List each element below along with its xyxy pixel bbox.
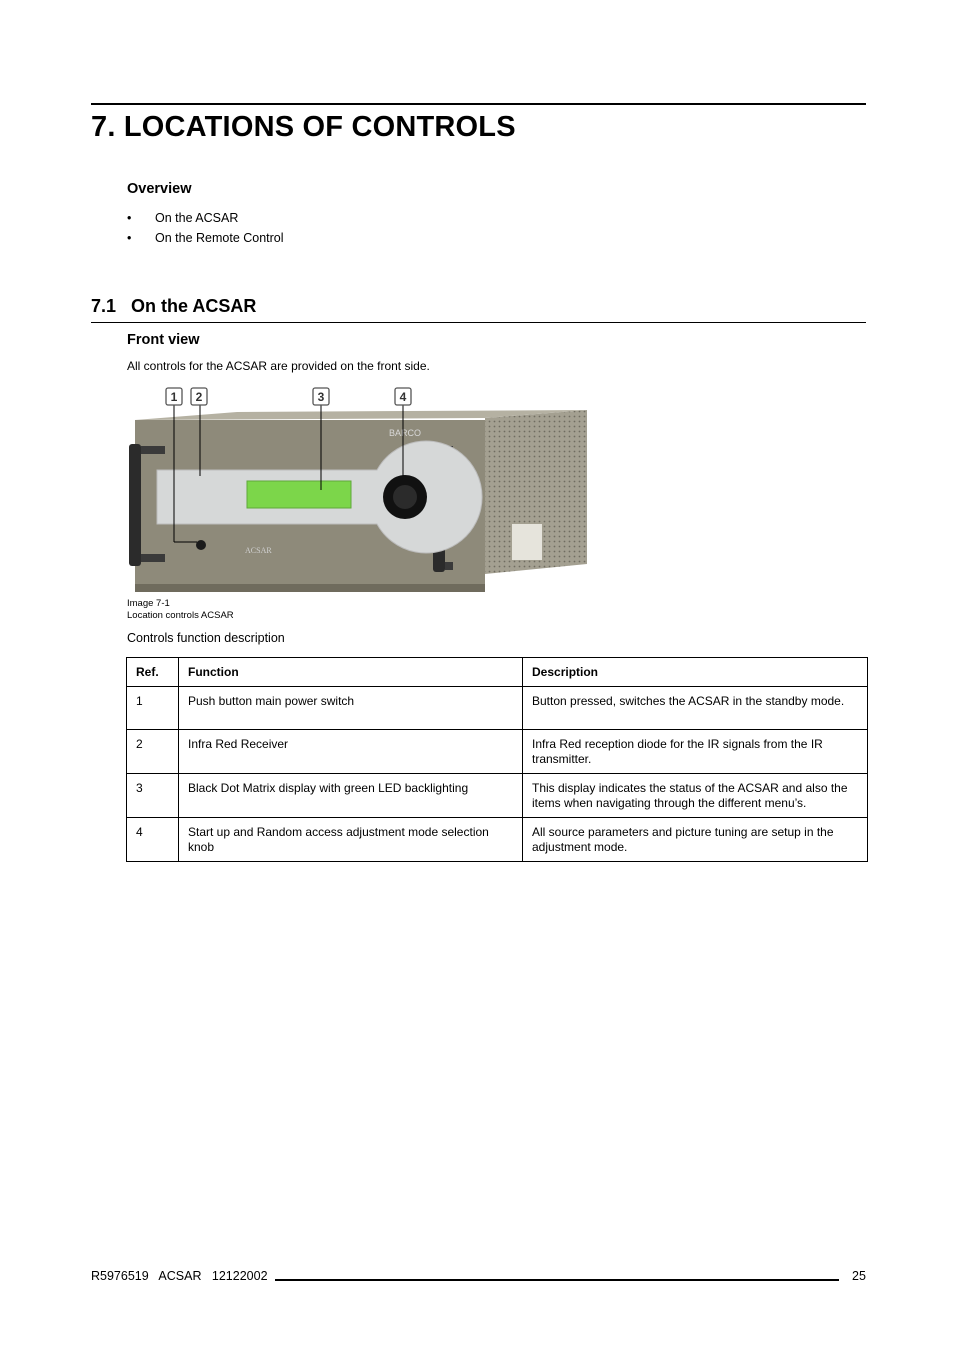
- list-item: [127, 210, 284, 230]
- table-row: [127, 818, 868, 862]
- svg-text:4: 4: [399, 390, 407, 404]
- left-handle: [129, 444, 141, 566]
- list-item-label: On the Remote Control: [155, 231, 284, 245]
- device-illustration: [127, 384, 597, 596]
- table-row: [127, 774, 868, 818]
- callout-3: [313, 388, 329, 405]
- bullet-icon: •: [127, 231, 132, 245]
- cell-ref: 1: [127, 687, 179, 730]
- bullet-icon: •: [127, 211, 132, 225]
- table-row: [127, 687, 868, 730]
- acsar-front-photo: [127, 384, 597, 596]
- overview-heading: Overview: [127, 181, 192, 197]
- cell-function: Start up and Random access adjustment mode selection knob: [179, 818, 523, 862]
- cell-function: Infra Red Receiver: [179, 730, 523, 774]
- cell-ref: 2: [127, 730, 179, 774]
- brand-label: BARCO: [389, 428, 422, 438]
- overview-list: [127, 210, 284, 250]
- power-button: [196, 540, 206, 550]
- callout-4: [395, 388, 411, 405]
- header-description: Description: [523, 658, 868, 687]
- front-view-heading: Front view: [127, 332, 200, 348]
- lcd-display: [247, 481, 351, 508]
- svg-text:3: 3: [317, 390, 325, 404]
- svg-text:1: 1: [170, 390, 178, 404]
- page-number: 25: [852, 1269, 866, 1283]
- chapter-title: 7. LOCATIONS OF CONTROLS: [91, 111, 516, 143]
- model-label: ACSAR: [245, 546, 272, 555]
- footer-doc-id: R5976519 ACSAR 12122002: [91, 1269, 268, 1283]
- cell-function: Push button main power switch: [179, 687, 523, 730]
- callout-1: [166, 388, 182, 405]
- section-title: 7.1 On the ACSAR: [91, 296, 257, 316]
- cell-description: Button pressed, switches the ACSAR in the standby mode.: [523, 687, 868, 730]
- cell-description: This display indicates the status of the ACSAR and also the items when navigating through the different menu’s.: [523, 774, 868, 818]
- list-item-label: On the ACSAR: [155, 211, 239, 225]
- cell-ref: 3: [127, 774, 179, 818]
- cell-description: All source parameters and picture tuning are setup in the adjustment mode.: [523, 818, 868, 862]
- top-rule: [91, 103, 866, 105]
- header-ref: Ref.: [127, 658, 179, 687]
- header-function: Function: [179, 658, 523, 687]
- figure-caption-number: Image 7-1: [127, 598, 170, 609]
- cell-description: Infra Red reception diode for the IR signals from the IR transmitter.: [523, 730, 868, 774]
- svg-text:2: 2: [195, 390, 203, 404]
- table-header-row: [127, 658, 868, 687]
- controls-table: [126, 657, 868, 862]
- cell-ref: 4: [127, 818, 179, 862]
- footer-rule: [275, 1279, 839, 1281]
- list-item: [127, 230, 284, 250]
- section-rule: [91, 322, 866, 323]
- callout-2: [191, 388, 207, 405]
- table-row: [127, 730, 868, 774]
- cell-function: Black Dot Matrix display with green LED backlighting: [179, 774, 523, 818]
- table-caption: Controls function description: [127, 631, 285, 645]
- intro-text: All controls for the ACSAR are provided on the front side.: [127, 359, 430, 373]
- figure-caption-text: Location controls ACSAR: [127, 610, 234, 621]
- rating-plate: [512, 524, 542, 560]
